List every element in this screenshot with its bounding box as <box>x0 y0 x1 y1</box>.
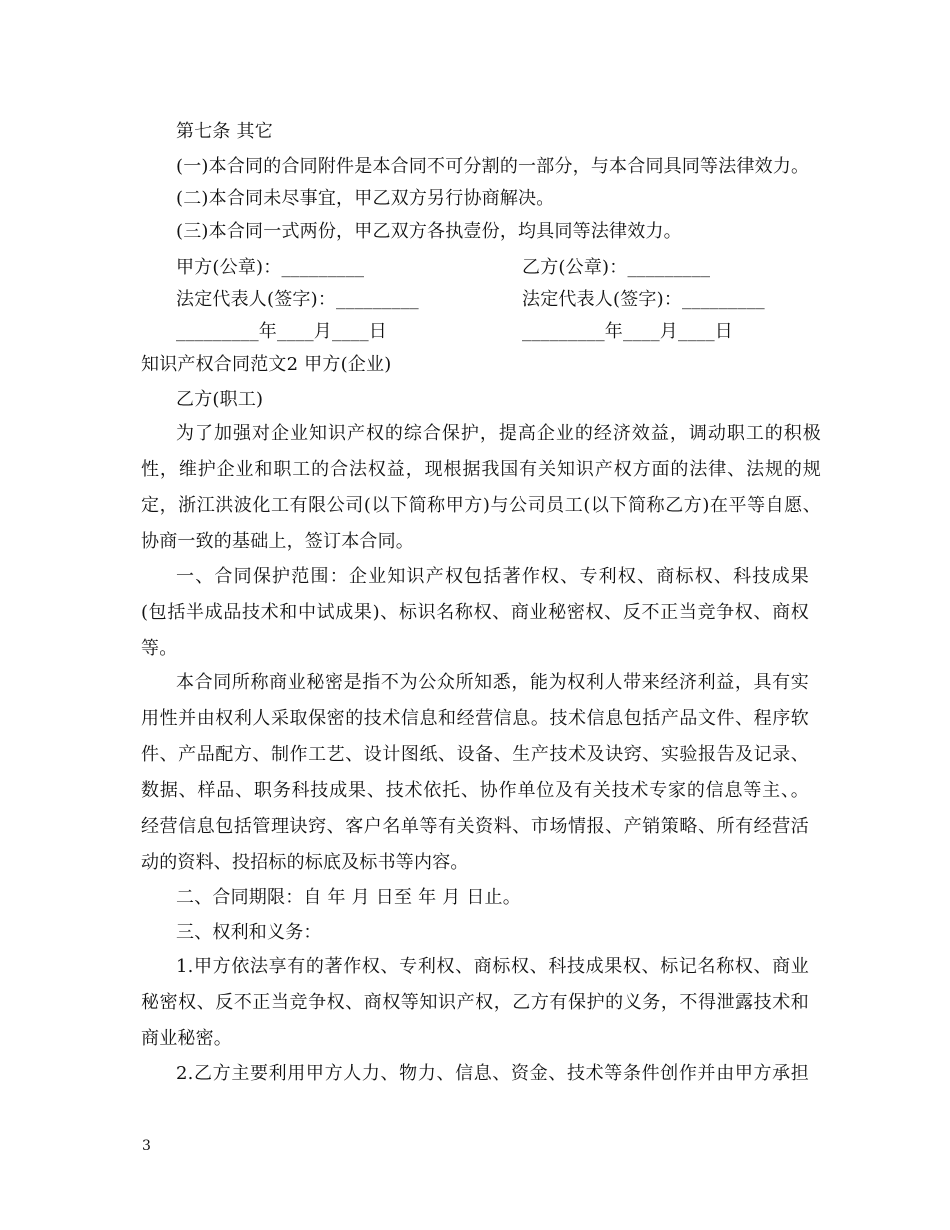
trade-secret-line: 件、产品配方、制作工艺、设计图纸、设备、生产技术及诀窍、实验报告及记录、 <box>141 744 809 765</box>
page-number: 3 <box>142 1138 151 1154</box>
trade-secret-line: 经营信息包括管理诀窍、客户名单等有关资料、市场情报、产销策略、所有经营活 <box>141 816 809 837</box>
intro-line: 协商一致的基础上，签订本合同。 <box>141 531 414 552</box>
right1-line: 秘密权、反不正当竞争权、商权等知识产权，乙方有保护的义务，不得泄露技术和 <box>141 992 809 1013</box>
contract-term: 二、合同期限：自 年 月 日至 年 月 日止。 <box>176 887 521 908</box>
right2-line: 2.乙方主要利用甲方人力、物力、信息、资金、技术等条件创作并由甲方承担 <box>176 1063 809 1084</box>
right1-line: 1.甲方依法享有的著作权、专利权、商标权、科技成果权、标记名称权、商业 <box>176 956 809 977</box>
party-a-seal: 甲方(公章)：_________ <box>176 257 365 278</box>
section7-item3: (三)本合同一式两份，甲乙双方各执壹份，均具同等法律效力。 <box>176 221 682 242</box>
scope-line: (包括半成品技术和中试成果)、标识名称权、商业秘密权、反不正当竞争权、商权 <box>141 602 809 623</box>
rights-heading: 三、权利和义务： <box>176 922 322 943</box>
trade-secret-line: 数据、样品、职务科技成果、技术依托、协作单位及有关技术专家的信息等主、。 <box>141 780 809 801</box>
trade-secret-line: 用性并由权利人采取保密的技术信息和经营信息。技术信息包括产品文件、程序软 <box>141 708 809 729</box>
trade-secret-line: 本合同所称商业秘密是指不为公众所知悉，能为权利人带来经济利益，具有实 <box>176 672 809 693</box>
party-b-rep: 法定代表人(签字)：_________ <box>522 289 765 310</box>
party-a-date: _________年____月____日 <box>176 321 387 342</box>
section7-item1: (一)本合同的合同附件是本合同不可分割的一部分，与本合同具同等法律效力。 <box>176 156 810 177</box>
scope-line: 一、合同保护范围：企业知识产权包括著作权、专利权、商标权、科技成果 <box>176 566 809 587</box>
intro-line: 定，浙江洪波化工有限公司(以下简称甲方)与公司员工(以下简称乙方)在平等自愿、 <box>141 495 821 516</box>
intro-line: 为了加强对企业知识产权的综合保护，提高企业的经济效益，调动职工的积极 <box>176 423 821 444</box>
party-b-seal: 乙方(公章)：_________ <box>522 257 711 278</box>
section7-item2: (二)本合同未尽事宜，甲乙双方另行协商解决。 <box>176 188 555 209</box>
intro-line: 性，维护企业和职工的合法权益，现根据我国有关知识产权方面的法律、法规的规 <box>141 459 821 480</box>
contract2-title: 知识产权合同范文2 甲方(企业) <box>141 354 392 375</box>
party-b-date: _________年____月____日 <box>522 321 733 342</box>
contract2-party-b: 乙方(职工) <box>176 389 264 410</box>
trade-secret-line: 动的资料、投招标的标底及标书等内容。 <box>141 852 469 873</box>
section7-heading: 第七条 其它 <box>176 121 273 142</box>
party-a-rep: 法定代表人(签字)：_________ <box>176 289 419 310</box>
scope-line: 等。 <box>141 638 178 659</box>
right1-line: 商业秘密。 <box>141 1028 232 1049</box>
